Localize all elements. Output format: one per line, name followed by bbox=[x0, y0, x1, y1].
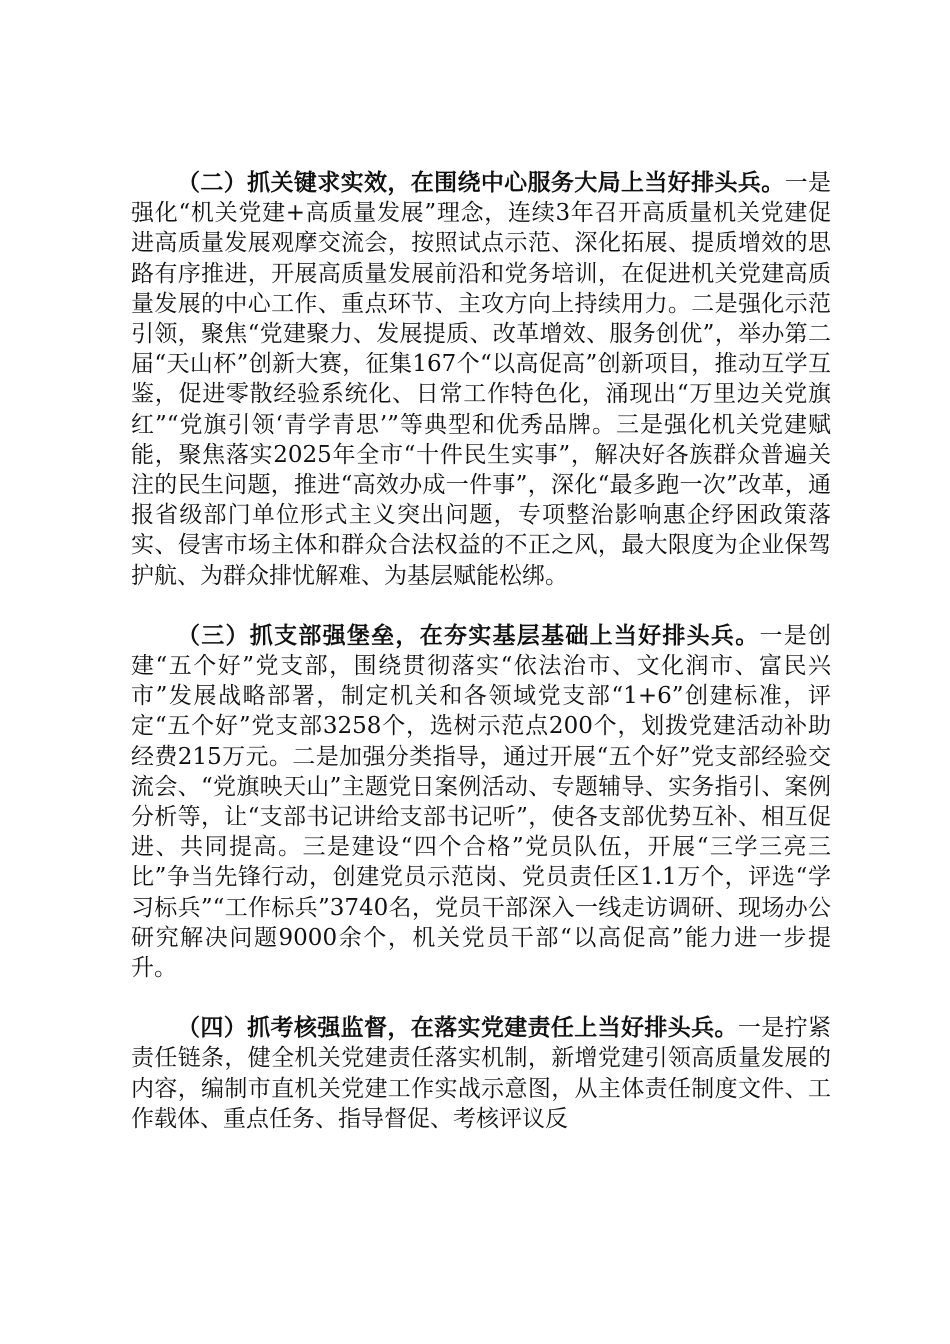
section-3-body: 一是创建“五个好”党支部，围绕贯彻落实“依法治市、文化润市、富民兴市”发展战略部署，制定机关和各领域党支部“1+6”创建标准，评定“五个好”党支部3258个，选树示范点200个，划拨党建活动补助经费215万元。二是加强分类指导，通过开展“五个好”党支部经验交流会、“党旗映天山”主题党日案例活动、专题辅导、实务指引、案例分析等，让“支部书记讲给支部书记听”，使各支部优势互补、相互促进、共同提高。三是建设“四个合格”党员队伍，开展“三学三亮三比”争当先锋行动，创建党员示范岗、党员责任区1.1万个，评选“学习标兵”“工作标兵”3740名，党员干部深入一线走访调研、现场办公研究解决问题9000余个，机关党员干部“以高促高”能力进一步提升。 bbox=[131, 622, 832, 982]
section-2-body: 一是强化“机关党建+高质量发展”理念，连续3年召开高质量机关党建促进高质量发展观摩交流会，按照试点示范、深化拓展、提质增效的思路有序推进，开展高质量发展前沿和党务培训，在促进机关党建高质量发展的中心工作、重点环节、主攻方向上持续用力。二是强化示范引领，聚焦“党建聚力、发展提质、改革增效、服务创优”，举办第二届“天山杯”创新大赛，征集167个“以高促高”创新项目，推动互学互鉴，促进零散经验系统化、日常工作特色化，涌现出“万里边关党旗红”“党旗引领‘青学青思’”等典型和优秀品牌。三是强化机关党建赋能，聚焦落实2025年全市“十件民生实事”，解决好各族群众普遍关注的民生问题，推进“高效办成一件事”，深化“最多跑一次”改革，通报省级部门单位形式主义突出问题，专项整治影响惠企纾困政策落实、侵害市场主体和群众合法权益的不正之风，最大限度为企业保驾护航、为群众排忧解难、为基层赋能松绑。 bbox=[131, 170, 832, 589]
paragraph-gap bbox=[131, 983, 831, 1013]
paragraph-gap bbox=[131, 591, 831, 621]
section-4-body: 一是拧紧责任链条，健全机关党建责任落实机制，新增党建引领高质量发展的内容，编制市直机关党建工作实战示意图，从主体责任制度文件、工作载体、重点任务、指导督促、考核评议反 bbox=[131, 1015, 832, 1132]
section-4-heading: （四）抓考核强监督，在落实党建责任上当好排头兵。 bbox=[177, 1015, 738, 1042]
section-4-paragraph bbox=[131, 1013, 831, 1134]
section-2-heading: （二）抓关键求实效，在围绕中心服务大局上当好排头兵。 bbox=[177, 170, 785, 196]
document-body bbox=[131, 168, 831, 1134]
section-3-paragraph bbox=[131, 621, 831, 983]
section-3-heading: （三）抓支部强堡垒，在夯实基层基础上当好排头兵。 bbox=[177, 622, 760, 649]
section-2-paragraph bbox=[131, 168, 831, 591]
